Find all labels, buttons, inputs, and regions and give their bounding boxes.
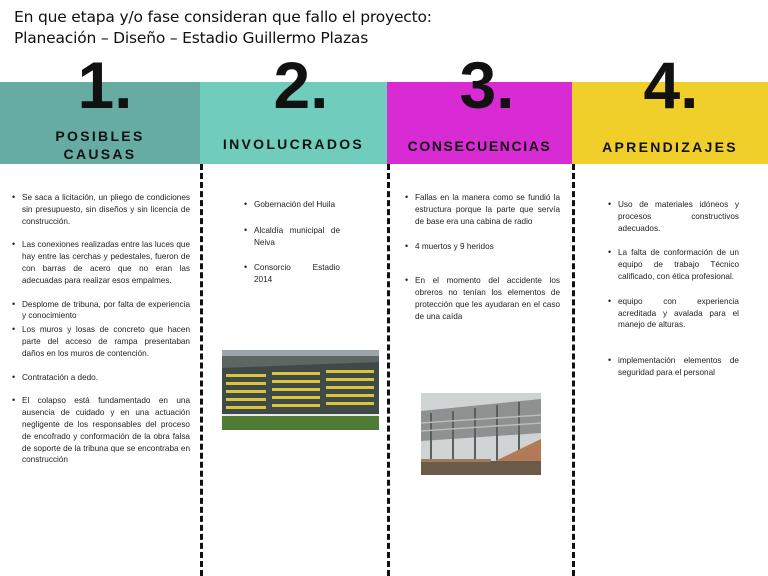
- list-item: • Los muros y losas de concreto que hacen parte del acceso de rampa presentaban daños en los muros de contención.: [12, 324, 190, 359]
- list-item: • Se saca a licitación, un pliego de condiciones sin presupuesto, sin diseños y sin licencia de construcción.: [12, 192, 190, 227]
- band-title-causas: POSIBLES CAUSAS: [55, 128, 145, 162]
- list-item: • Consorcio Estadio 2014: [244, 262, 340, 286]
- band-title-consecuencias: CONSECUENCIAS: [407, 138, 552, 154]
- list-item: • Desplome de tribuna, por falta de experiencia y conocimiento: [12, 299, 190, 323]
- title-line-2: Planeación – Diseño – Estadio Guillermo Plazas: [14, 29, 369, 47]
- page-title: [14, 7, 432, 49]
- number-4: 4.: [643, 48, 699, 122]
- list-item: • Gobernación del Huila: [244, 199, 340, 211]
- collapse-photo: [421, 393, 541, 475]
- list-item: • En el momento del accidente los obreros no tenían los elementos de protección que les ayudaran en el caso de una caída: [405, 275, 560, 322]
- stadium-photo: [222, 350, 379, 430]
- list-item: • Las conexiones realizadas entre las luces que hay entre las cerchas y pedestales, fueron de con barras de acero que no eran las adecuadas para realizar esos empalmes.: [12, 239, 190, 286]
- number-3: 3.: [459, 48, 515, 122]
- number-1: 1.: [77, 48, 133, 122]
- list-item: • El colapso está fundamentado en una ausencia de cuidado y en una actuación negligente de los responsables del proceso de encofrado y conformación de la obra falsa de soporte de la tribuna que se encontraba en construcción: [12, 395, 190, 466]
- causas-list: [12, 192, 190, 466]
- list-item: • Contratación a dedo.: [12, 372, 190, 384]
- consecuencias-list: [405, 192, 560, 322]
- involucrados-list: [244, 199, 340, 286]
- number-2: 2.: [273, 48, 329, 122]
- list-item: • La falta de conformación de un equipo de trabajo Técnico calificado, con ética profesional.: [608, 247, 739, 282]
- list-item: • Alcaldía municipal de Neiva: [244, 225, 340, 249]
- band-title-involucrados: INVOLUCRADOS: [222, 136, 365, 152]
- band-title-aprendizajes: APRENDIZAJES: [602, 139, 738, 155]
- list-item: • Uso de materiales idóneos y procesos constructivos adecuados.: [608, 199, 739, 234]
- column-divider: [200, 164, 203, 576]
- column-divider: [387, 164, 390, 576]
- title-line-1: En que etapa y/o fase consideran que fallo el proyecto:: [14, 8, 432, 26]
- list-item: • equipo con experiencia acreditada y avalada para el manejo de alturas.: [608, 296, 739, 331]
- column-divider: [572, 164, 575, 576]
- list-item: • implementación elementos de seguridad para el personal: [608, 355, 739, 379]
- list-item: • Fallas en la manera como se fundió la estructura porque la parte que servía de base era una cabina de radio: [405, 192, 560, 227]
- aprendizajes-list: [608, 199, 739, 379]
- list-item: • 4 muertos y 9 heridos: [405, 241, 560, 253]
